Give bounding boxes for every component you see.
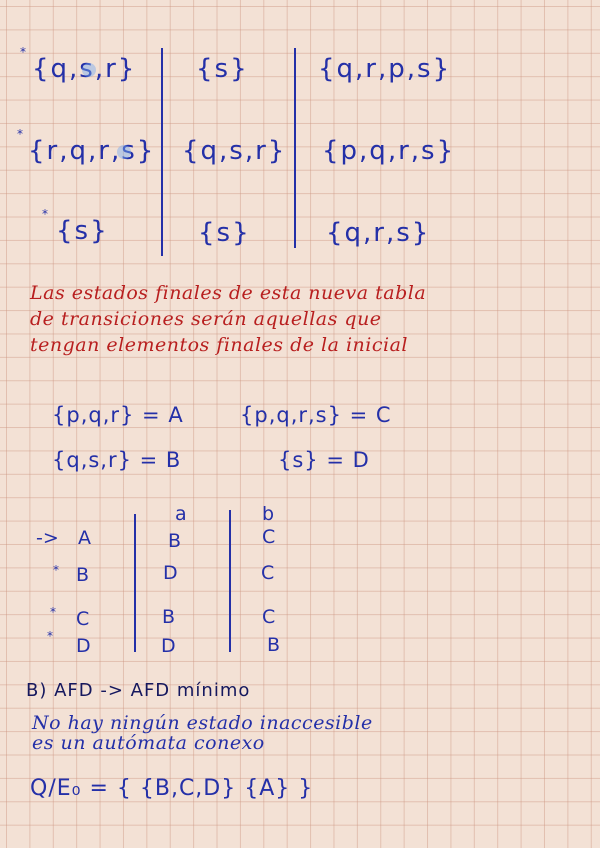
final-mark: * [53, 563, 59, 577]
transition-b: C [262, 606, 276, 628]
mapping-entry: {p,q,r} = A [52, 403, 184, 427]
mapping-entry: {p,q,r,s} = C [240, 403, 392, 427]
mapping-entry: {q,s,r} = B [52, 448, 182, 472]
transition-a: D [163, 562, 178, 584]
highlight-mark [82, 63, 96, 77]
transition-b: {q,r,p,s} [318, 54, 452, 84]
final-mark: * [17, 127, 23, 141]
state-letter: C [76, 608, 90, 630]
transition-a: {s} [196, 54, 249, 84]
transition-a: B [168, 530, 182, 552]
state-letter: D [76, 635, 91, 657]
column-header-b: b [262, 503, 275, 525]
table1-divider-2 [294, 48, 296, 248]
transition-a: {s} [198, 218, 251, 248]
state-letter: A [78, 527, 91, 549]
transition-b: B [267, 634, 281, 656]
initial-mark: -> [36, 527, 59, 549]
mapping-entry: {s} = D [278, 448, 370, 472]
final-mark: * [50, 605, 56, 619]
state-set: {r,q,r,s} [28, 136, 156, 166]
state-set: {q,s,r} [32, 54, 137, 84]
section-b-line: No hay ningún estado inaccesible [32, 712, 373, 734]
state-set: {s} [56, 216, 109, 246]
transition-a: D [161, 635, 176, 657]
transition-a: {q,s,r} [182, 136, 287, 166]
note-line: de transiciones serán aquellas que [30, 308, 382, 330]
final-mark: * [20, 45, 26, 59]
column-header-a: a [175, 503, 187, 525]
state-letter: B [76, 564, 90, 586]
note-line: Las estados finales de esta nueva tabla [30, 282, 427, 304]
table2-divider-2 [229, 510, 231, 652]
note-line: tengan elementos finales de la inicial [30, 334, 408, 356]
transition-a: B [162, 606, 176, 628]
table2-divider-1 [134, 514, 136, 652]
transition-b: {p,q,r,s} [322, 136, 456, 166]
quotient-set: Q/E₀ = { {B,C,D} {A} } [30, 776, 314, 801]
transition-b: C [262, 526, 276, 548]
transition-b: {q,r,s} [326, 218, 431, 248]
highlight-mark [117, 145, 131, 159]
transition-b: C [261, 562, 275, 584]
final-mark: * [47, 629, 53, 643]
section-b-line: es un autómata conexo [32, 732, 265, 754]
section-b-title: B) AFD -> AFD mínimo [26, 680, 251, 701]
table1-divider-1 [161, 48, 163, 256]
final-mark: * [42, 207, 48, 221]
